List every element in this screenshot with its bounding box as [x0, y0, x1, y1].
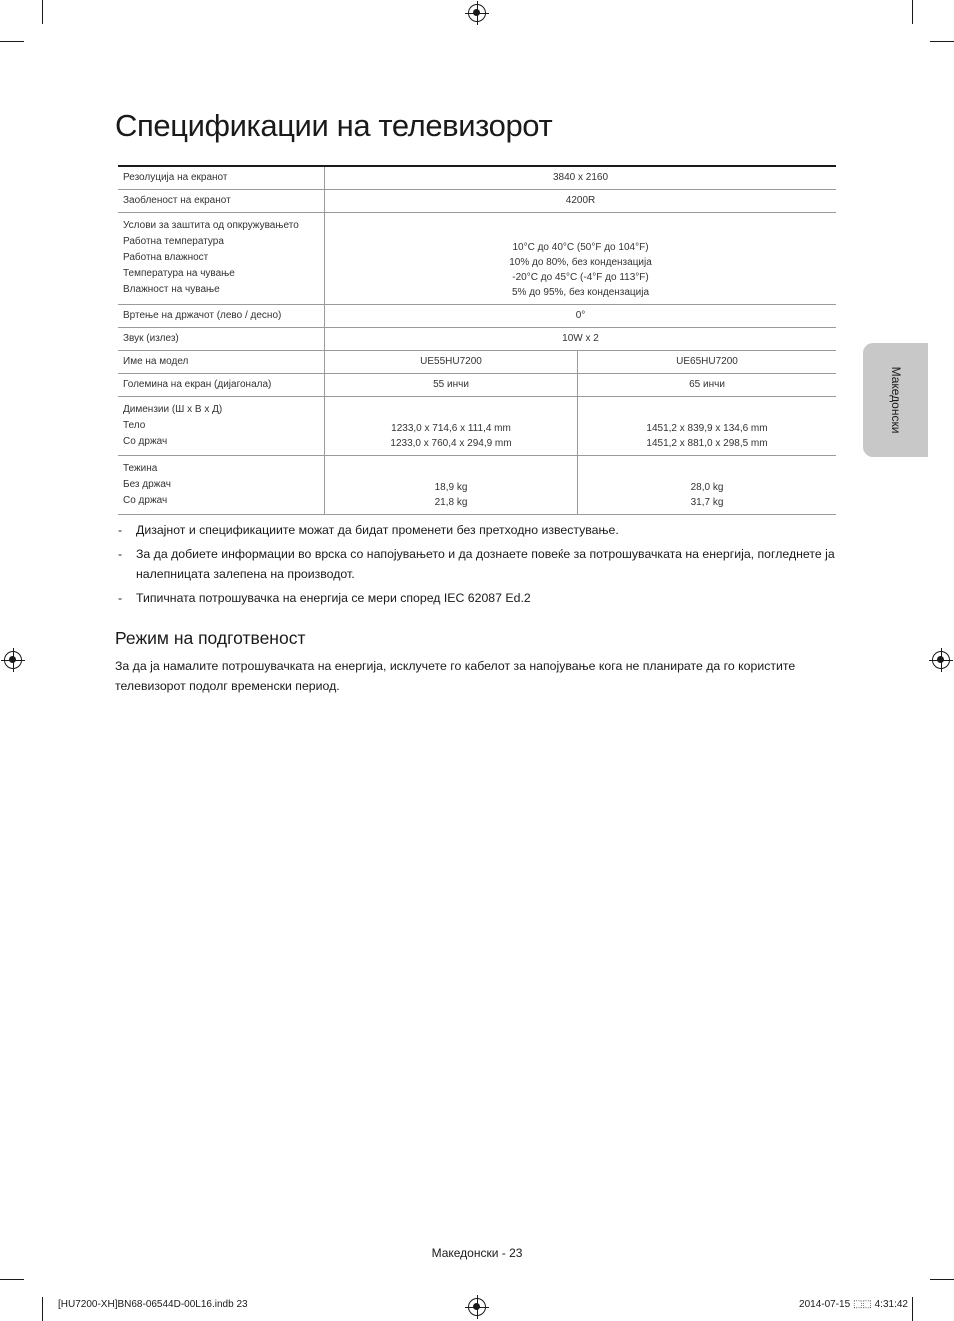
table-row: [118, 212, 836, 304]
row-label: [118, 455, 325, 514]
row-value: [325, 455, 578, 514]
registration-mark-icon: [4, 651, 22, 669]
row-value: UE55HU7200: [325, 350, 578, 373]
page-title: Спецификации на телевизорот: [115, 108, 553, 143]
value-line: 21,8 kg: [434, 496, 468, 508]
bullet-dash: -: [118, 547, 123, 561]
table-row: [118, 396, 836, 455]
row-value: 55 инчи: [325, 373, 578, 396]
table-row: [118, 327, 836, 350]
label-line: Работна температура: [123, 236, 224, 247]
list-item: [118, 588, 836, 608]
table-row: [118, 304, 836, 327]
registration-mark-icon: [468, 1298, 486, 1316]
table-row: [118, 373, 836, 396]
value-line: 10% до 80%, без кондензација: [509, 256, 652, 268]
crop-mark: [42, 0, 43, 24]
label-line: Без држач: [123, 478, 171, 490]
value-line: 10°C до 40°C (50°F до 104°F): [512, 241, 649, 253]
value-line: 18,9 kg: [434, 481, 468, 493]
label-line: Тело: [123, 419, 146, 431]
section-heading: Режим на подготвеност: [115, 628, 306, 648]
value-line: -20°C до 45°C (-4°F до 113°F): [512, 271, 649, 283]
row-value: UE65HU7200: [578, 350, 837, 373]
table-row: [118, 455, 836, 514]
table-row: [118, 350, 836, 373]
list-item: [118, 544, 836, 584]
crop-mark: [912, 0, 913, 24]
row-value: 0°: [325, 304, 837, 327]
label-line: Со држач: [123, 494, 168, 506]
note-text: Дизајнот и спецификациите можат да бидат променети без претходно известување.: [136, 523, 619, 537]
note-text: Типичната потрошувачка на енергија се мери според IEC 62087 Ed.2: [136, 591, 531, 605]
label-line: Влажност на чување: [123, 284, 220, 295]
page-number: Македонски - 23: [431, 1246, 523, 1260]
footer-file-info: [HU7200-XH]BN68-06544D-00L16.indb 23: [58, 1299, 248, 1310]
label-line: Тежина: [123, 462, 158, 474]
row-value: [325, 396, 578, 455]
value-line: 1233,0 x 760,4 x 294,9 mm: [390, 437, 512, 449]
row-label: Заобленост на екранот: [118, 189, 325, 212]
value-line: 1451,2 x 881,0 x 298,5 mm: [646, 437, 768, 449]
label-line: Димензии (Ш x В x Д): [123, 403, 223, 415]
row-label: Име на модел: [118, 350, 325, 373]
language-side-tab: [863, 343, 928, 457]
value-line: 1451,2 x 839,9 x 134,6 mm: [646, 422, 768, 434]
value-line: 28,0 kg: [690, 481, 724, 493]
crop-mark: [912, 1297, 913, 1321]
table-row: [118, 189, 836, 212]
crop-mark: [0, 1279, 24, 1280]
row-label: Големина на екран (дијагонала): [118, 373, 325, 396]
row-value: [325, 212, 837, 304]
table-row: [118, 166, 836, 189]
label-line: Температура на чување: [123, 268, 235, 279]
label-line: Со држач: [123, 435, 168, 447]
label-line: Услови за заштита од опкружувањето: [123, 220, 299, 231]
spec-table: [118, 165, 836, 515]
value-line: 1233,0 x 714,6 x 111,4 mm: [391, 422, 511, 434]
row-value: 10W x 2: [325, 327, 837, 350]
crop-mark: [930, 1279, 954, 1280]
row-value: 3840 x 2160: [325, 166, 837, 189]
value-line: 5% до 95%, без кондензација: [511, 286, 650, 298]
registration-mark-icon: [932, 651, 950, 669]
footer-timestamp: 2014-07-15 ⬚⬚ 4:31:42: [799, 1299, 908, 1310]
row-label: [118, 212, 325, 304]
crop-mark: [930, 41, 954, 42]
row-value: [578, 455, 837, 514]
list-item: [118, 520, 836, 540]
row-label: Вртење на држачот (лево / десно): [118, 304, 325, 327]
crop-mark: [42, 1297, 43, 1321]
registration-mark-icon: [468, 4, 486, 22]
row-label: [118, 396, 325, 455]
note-text: За да добиете информации во врска со напојувањето и да дознаете повеќе за потрошувачката на енергија, погледнете ја налепницата залепена на производот.: [136, 547, 835, 581]
notes-list: [118, 520, 836, 612]
bullet-dash: -: [118, 523, 123, 537]
label-line: Работна влажност: [123, 252, 209, 263]
value-line: 31,7 kg: [690, 496, 724, 508]
section-body: За да ја намалите потрошувачката на енергија, исклучете го кабелот за напојување кога не планирате да го користите телевизорот подолг временски период.: [115, 659, 796, 693]
crop-mark: [0, 41, 24, 42]
side-tab-label: Македонски: [888, 366, 903, 434]
row-value: 4200R: [325, 189, 837, 212]
row-value: 65 инчи: [578, 373, 837, 396]
bullet-dash: -: [118, 591, 123, 605]
row-label: Резолуција на екранот: [118, 166, 325, 189]
row-label: Звук (излез): [118, 327, 325, 350]
row-value: [578, 396, 837, 455]
